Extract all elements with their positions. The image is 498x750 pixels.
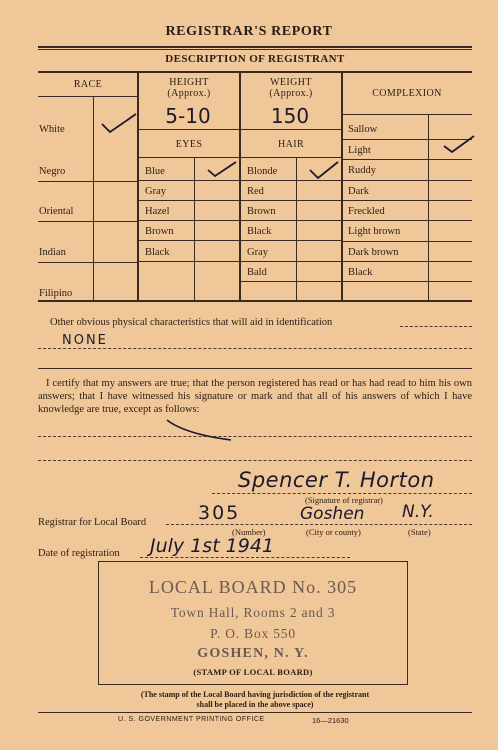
hair-option-bald[interactable]: Bald bbox=[247, 267, 267, 278]
complexion-option-light-brown[interactable]: Light brown bbox=[348, 226, 401, 237]
local-board-state-value[interactable]: N.Y. bbox=[402, 502, 434, 522]
complexion-light-checkmark-icon bbox=[442, 134, 476, 154]
local-board-number-value[interactable]: 305 bbox=[198, 502, 241, 524]
eyes-option-gray[interactable]: Gray bbox=[145, 186, 166, 197]
race-option-oriental[interactable]: Oriental bbox=[39, 206, 74, 217]
race-option-negro[interactable]: Negro bbox=[39, 166, 66, 177]
certify-text: I certify that my answers are true; that the person registered has read or has had read to him his own answers; that I have witnessed his signature or mark and that all of his answers of which I have knowledge are true, except as follows: bbox=[38, 378, 472, 415]
physical-label: Other obvious physical characteristics that will aid in identification bbox=[50, 317, 333, 328]
race-option-white[interactable]: White bbox=[39, 124, 65, 135]
stamp-line-board: LOCAL BOARD No. 305 bbox=[148, 577, 358, 597]
eyes-option-brown[interactable]: Brown bbox=[145, 226, 174, 237]
local-board-label: Registrar for Local Board bbox=[38, 517, 147, 528]
complexion-option-sallow[interactable]: Sallow bbox=[348, 124, 378, 135]
exception-stroke-icon bbox=[165, 418, 235, 442]
eyes-option-black[interactable]: Black bbox=[145, 247, 170, 258]
signature-caption: (Signature of registrar) bbox=[305, 495, 383, 505]
complexion-option-ruddy[interactable]: Ruddy bbox=[348, 165, 377, 176]
section-subtitle: DESCRIPTION OF REGISTRANT bbox=[165, 53, 345, 65]
complexion-option-dark-brown[interactable]: Dark brown bbox=[348, 247, 399, 258]
hair-option-red[interactable]: Red bbox=[247, 186, 264, 197]
eyes-header: EYES bbox=[175, 139, 203, 150]
physical-value[interactable]: NONE bbox=[62, 333, 108, 348]
race-option-filipino[interactable]: Filipino bbox=[39, 288, 73, 299]
hair-option-gray[interactable]: Gray bbox=[247, 247, 268, 258]
top-rule bbox=[38, 46, 472, 48]
race-option-indian[interactable]: Indian bbox=[39, 247, 66, 258]
top-rule-thin bbox=[38, 49, 472, 50]
complexion-option-dark[interactable]: Dark bbox=[348, 186, 369, 197]
weight-header-approx: (Approx.) bbox=[269, 88, 313, 99]
complexion-option-black[interactable]: Black bbox=[348, 267, 373, 278]
stamp-line-city: GOSHEN, N. Y. bbox=[197, 646, 309, 661]
race-header: RACE bbox=[73, 79, 103, 90]
race-white-checkmark-icon bbox=[100, 112, 138, 134]
date-label: Date of registration bbox=[38, 548, 120, 559]
height-header: HEIGHT bbox=[169, 77, 209, 88]
stamp-footnote-line2: shall be placed in the above space) bbox=[196, 700, 314, 709]
eyes-option-blue[interactable]: Blue bbox=[145, 166, 165, 177]
hair-header: HAIR bbox=[277, 139, 305, 150]
stamp-line-pobox: P. O. Box 550 bbox=[210, 626, 296, 641]
local-board-city-caption: (City or county) bbox=[306, 527, 361, 537]
page-title: REGISTRAR'S REPORT bbox=[165, 24, 333, 39]
complexion-header: COMPLEXION bbox=[372, 88, 442, 99]
printer-credit: U. S. GOVERNMENT PRINTING OFFICE bbox=[118, 716, 265, 723]
eyes-option-hazel[interactable]: Hazel bbox=[145, 206, 170, 217]
height-value[interactable]: 5-10 bbox=[165, 104, 211, 128]
complexion-option-light[interactable]: Light bbox=[348, 145, 371, 156]
date-value[interactable]: July 1st 1941 bbox=[150, 535, 275, 557]
local-board-state-caption: (State) bbox=[408, 527, 431, 537]
local-board-number-caption: (Number) bbox=[232, 527, 266, 537]
stamp-line-address: Town Hall, Rooms 2 and 3 bbox=[170, 605, 336, 620]
complexion-option-freckled[interactable]: Freckled bbox=[348, 206, 385, 217]
hair-option-black[interactable]: Black bbox=[247, 226, 272, 237]
local-board-city-value[interactable]: Goshen bbox=[300, 504, 365, 524]
weight-header: WEIGHT bbox=[270, 77, 312, 88]
weight-value[interactable]: 150 bbox=[270, 104, 310, 128]
registrar-signature[interactable]: Spencer T. Horton bbox=[238, 468, 435, 492]
height-header-approx: (Approx.) bbox=[167, 88, 211, 99]
hair-option-blonde[interactable]: Blonde bbox=[247, 166, 278, 177]
eyes-blue-checkmark-icon bbox=[206, 160, 238, 178]
form-number: 16—21630 bbox=[312, 716, 349, 725]
hair-blonde-checkmark-icon bbox=[308, 160, 340, 180]
stamp-footnote-line1: (The stamp of the Local Board having jurisdiction of the registrant bbox=[140, 690, 370, 699]
stamp-caption: (STAMP OF LOCAL BOARD) bbox=[193, 667, 313, 677]
hair-option-brown[interactable]: Brown bbox=[247, 206, 276, 217]
